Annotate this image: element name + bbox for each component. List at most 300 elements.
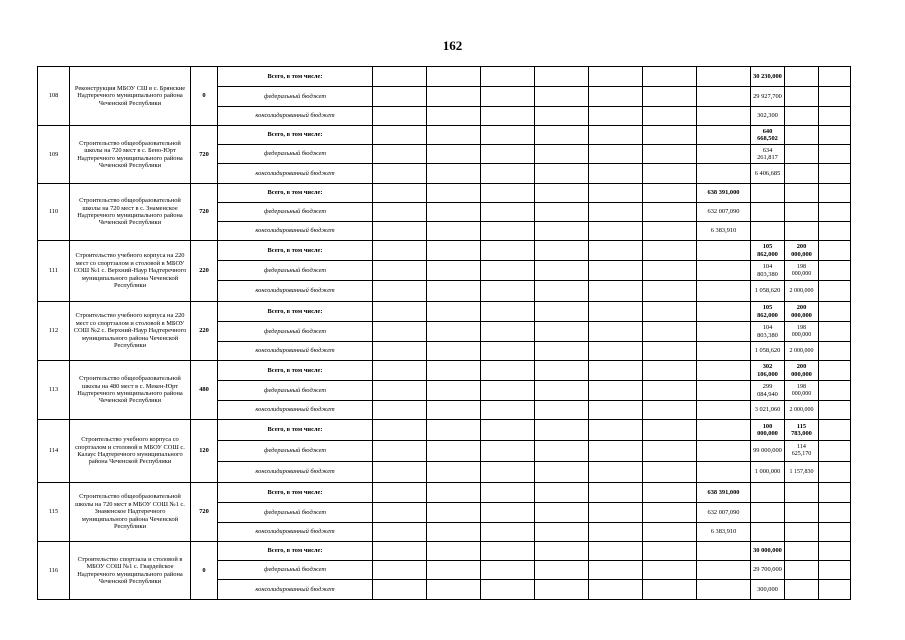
value-cell	[697, 361, 751, 381]
value-cell	[751, 503, 785, 523]
value-cell	[535, 67, 589, 87]
value-cell	[643, 281, 697, 302]
value-cell	[535, 483, 589, 503]
value-cell: 300,000	[751, 580, 785, 600]
value-cell	[697, 67, 751, 87]
value-cell	[481, 261, 535, 281]
funding-source-label: Всего, в том числе:	[218, 542, 373, 561]
value-cell	[373, 126, 427, 145]
value-cell	[751, 523, 785, 542]
value-cell	[785, 67, 819, 87]
value-cell	[697, 441, 751, 462]
value-cell	[785, 184, 819, 203]
value-cell: 2 000,000	[785, 401, 819, 420]
funding-source-label: консолидированный бюджет	[218, 580, 373, 600]
value-cell	[697, 126, 751, 145]
value-cell: 104 803,380	[751, 261, 785, 281]
value-cell	[481, 381, 535, 401]
funding-source-label: федеральный бюджет	[218, 503, 373, 523]
funding-source-label: федеральный бюджет	[218, 87, 373, 107]
value-cell: 632 007,090	[697, 203, 751, 222]
value-cell	[373, 483, 427, 503]
value-cell	[785, 203, 819, 222]
object-name: Строительство спортзала и столовой в МБОУ СОШ №1 с. Гвардейское Надтеречного муниципального района Чеченской Республики	[70, 542, 191, 600]
value-cell	[643, 184, 697, 203]
value-cell	[535, 281, 589, 302]
value-cell: 632 007,090	[697, 503, 751, 523]
value-cell	[785, 523, 819, 542]
value-cell	[785, 87, 819, 107]
table-row	[38, 184, 851, 203]
value-cell	[589, 523, 643, 542]
value-cell	[785, 145, 819, 164]
value-cell	[481, 580, 535, 600]
value-cell	[427, 483, 481, 503]
value-cell	[427, 126, 481, 145]
value-cell	[535, 523, 589, 542]
value-cell	[819, 361, 851, 381]
value-cell	[697, 281, 751, 302]
value-cell: 198 000,000	[785, 261, 819, 281]
value-cell	[589, 164, 643, 184]
value-cell	[427, 107, 481, 126]
value-cell	[535, 164, 589, 184]
value-cell	[819, 184, 851, 203]
funding-source-label: федеральный бюджет	[218, 203, 373, 222]
capacity-cell: 220	[191, 302, 218, 361]
value-cell	[481, 523, 535, 542]
value-cell	[373, 281, 427, 302]
value-cell	[589, 503, 643, 523]
value-cell	[643, 441, 697, 462]
value-cell: 2 000,000	[785, 281, 819, 302]
funding-source-label: Всего, в том числе:	[218, 420, 373, 441]
value-cell: 634 261,817	[751, 145, 785, 164]
value-cell	[535, 441, 589, 462]
capacity-cell: 720	[191, 184, 218, 241]
object-name: Строительство общеобразовательной школы на 480 мест в с. Мекен-Юрт Надтеречного муниципального района Чеченской Республики	[70, 361, 191, 420]
value-cell	[697, 145, 751, 164]
value-cell: 29 700,000	[751, 561, 785, 580]
value-cell	[427, 361, 481, 381]
value-cell	[589, 126, 643, 145]
value-cell	[481, 222, 535, 241]
value-cell: 198 000,000	[785, 381, 819, 401]
value-cell	[535, 503, 589, 523]
value-cell	[643, 401, 697, 420]
value-cell	[373, 462, 427, 483]
value-cell	[785, 503, 819, 523]
row-number: 114	[38, 420, 70, 483]
value-cell	[589, 322, 643, 342]
value-cell: 1 058,620	[751, 281, 785, 302]
value-cell	[785, 107, 819, 126]
value-cell: 30 230,000	[751, 67, 785, 87]
funding-source-label: федеральный бюджет	[218, 261, 373, 281]
value-cell	[427, 87, 481, 107]
value-cell	[535, 561, 589, 580]
value-cell	[427, 561, 481, 580]
value-cell	[535, 222, 589, 241]
value-cell	[643, 342, 697, 361]
value-cell	[535, 184, 589, 203]
value-cell: 302,300	[751, 107, 785, 126]
capacity-cell: 220	[191, 241, 218, 302]
value-cell	[427, 164, 481, 184]
object-name: Реконструкция МБОУ СШ в с. Брянские Надтеречного муниципального района Чеченской Республики	[70, 67, 191, 126]
funding-source-label: консолидированный бюджет	[218, 164, 373, 184]
value-cell	[481, 87, 535, 107]
funding-source-label: Всего, в том числе:	[218, 302, 373, 322]
value-cell	[427, 203, 481, 222]
value-cell: 29 927,700	[751, 87, 785, 107]
value-cell: 6 383,910	[697, 222, 751, 241]
value-cell	[373, 184, 427, 203]
table-row	[38, 542, 851, 561]
value-cell	[819, 420, 851, 441]
value-cell	[535, 107, 589, 126]
table-row	[38, 302, 851, 322]
value-cell: 640 668,502	[751, 126, 785, 145]
value-cell	[481, 184, 535, 203]
value-cell	[785, 126, 819, 145]
value-cell	[643, 87, 697, 107]
value-cell	[373, 401, 427, 420]
object-name: Строительство общеобразовательной школы на 720 мест в с. Бено-Юрт Надтеречного муниципального района Чеченской Республики	[70, 126, 191, 184]
value-cell	[751, 203, 785, 222]
value-cell	[819, 67, 851, 87]
value-cell	[589, 261, 643, 281]
value-cell	[819, 561, 851, 580]
value-cell: 200 000,000	[785, 302, 819, 322]
object-name: Строительство учебного корпуса на 220 мест со спортзалом и столовой в МБОУ СОШ №2 с. Верхний-Наур Надтеречного муниципального района Чеченской Республики	[70, 302, 191, 361]
value-cell	[427, 580, 481, 600]
object-name: Строительство учебного корпуса со спортзалом и столовой в МБОУ СОШ с. Калаус Надтеречного муниципального района Чеченской Республики	[70, 420, 191, 483]
value-cell	[819, 381, 851, 401]
row-number: 108	[38, 67, 70, 126]
value-cell	[481, 302, 535, 322]
value-cell	[697, 580, 751, 600]
value-cell: 104 803,380	[751, 322, 785, 342]
capacity-cell: 720	[191, 126, 218, 184]
value-cell: 200 000,000	[785, 361, 819, 381]
capacity-cell: 0	[191, 542, 218, 600]
value-cell	[589, 67, 643, 87]
value-cell	[481, 441, 535, 462]
value-cell	[819, 342, 851, 361]
value-cell	[535, 381, 589, 401]
funding-source-label: консолидированный бюджет	[218, 281, 373, 302]
value-cell	[751, 483, 785, 503]
value-cell	[535, 420, 589, 441]
value-cell	[697, 401, 751, 420]
value-cell	[427, 503, 481, 523]
value-cell	[819, 261, 851, 281]
funding-source-label: федеральный бюджет	[218, 322, 373, 342]
value-cell	[481, 322, 535, 342]
capacity-cell: 0	[191, 67, 218, 126]
value-cell	[535, 145, 589, 164]
value-cell	[589, 542, 643, 561]
value-cell	[373, 361, 427, 381]
value-cell: 1 157,830	[785, 462, 819, 483]
row-number: 116	[38, 542, 70, 600]
value-cell	[785, 561, 819, 580]
value-cell	[643, 503, 697, 523]
value-cell	[643, 302, 697, 322]
value-cell	[373, 542, 427, 561]
value-cell	[697, 107, 751, 126]
value-cell: 200 000,000	[785, 241, 819, 261]
funding-source-label: Всего, в том числе:	[218, 241, 373, 261]
object-name: Строительство учебного корпуса на 220 мест со спортзалом и столовой в МБОУ СОШ №1 с. Верхний-Наур Надтеречного муниципального района Чеченской Республики	[70, 241, 191, 302]
object-name: Строительство общеобразовательной школы на 720 мест в МБОУ СОШ №1 с. Знаменское Надтеречного муниципального района Чеченской Республики	[70, 483, 191, 542]
value-cell	[819, 87, 851, 107]
value-cell	[643, 381, 697, 401]
value-cell	[643, 523, 697, 542]
funding-source-label: федеральный бюджет	[218, 561, 373, 580]
value-cell	[643, 107, 697, 126]
value-cell	[697, 462, 751, 483]
object-name: Строительство общеобразовательной школы на 720 мест в с. Знаменское Надтеречного муниципального района Чеченской Республики	[70, 184, 191, 241]
value-cell	[535, 342, 589, 361]
value-cell	[481, 241, 535, 261]
funding-source-label: федеральный бюджет	[218, 381, 373, 401]
value-cell	[535, 462, 589, 483]
value-cell	[373, 145, 427, 164]
value-cell	[427, 542, 481, 561]
funding-source-label: Всего, в том числе:	[218, 184, 373, 203]
value-cell	[819, 126, 851, 145]
value-cell	[373, 302, 427, 322]
value-cell	[373, 241, 427, 261]
value-cell	[697, 164, 751, 184]
table-row	[38, 420, 851, 441]
value-cell	[427, 381, 481, 401]
value-cell	[373, 261, 427, 281]
value-cell	[589, 420, 643, 441]
value-cell	[785, 164, 819, 184]
value-cell	[481, 203, 535, 222]
value-cell	[819, 203, 851, 222]
value-cell	[589, 302, 643, 322]
funding-source-label: федеральный бюджет	[218, 441, 373, 462]
row-number: 109	[38, 126, 70, 184]
table-body	[38, 67, 851, 600]
value-cell	[643, 542, 697, 561]
value-cell	[427, 241, 481, 261]
value-cell	[427, 67, 481, 87]
capacity-cell: 120	[191, 420, 218, 483]
value-cell: 105 862,000	[751, 241, 785, 261]
value-cell	[697, 561, 751, 580]
value-cell	[589, 580, 643, 600]
value-cell	[785, 580, 819, 600]
page-number: 162	[442, 38, 463, 53]
value-cell: 638 391,000	[697, 184, 751, 203]
funding-source-label: консолидированный бюджет	[218, 401, 373, 420]
value-cell	[373, 164, 427, 184]
value-cell	[373, 87, 427, 107]
value-cell	[535, 203, 589, 222]
value-cell	[643, 203, 697, 222]
value-cell	[373, 322, 427, 342]
value-cell	[535, 87, 589, 107]
value-cell	[373, 523, 427, 542]
value-cell: 198 000,000	[785, 322, 819, 342]
funding-source-label: Всего, в том числе:	[218, 126, 373, 145]
value-cell	[697, 322, 751, 342]
value-cell	[751, 222, 785, 241]
value-cell	[535, 580, 589, 600]
value-cell	[589, 381, 643, 401]
value-cell	[643, 164, 697, 184]
value-cell	[697, 342, 751, 361]
funding-source-label: Всего, в том числе:	[218, 483, 373, 503]
value-cell	[819, 441, 851, 462]
value-cell	[643, 261, 697, 281]
value-cell	[589, 241, 643, 261]
value-cell	[427, 302, 481, 322]
value-cell: 115 783,000	[785, 420, 819, 441]
value-cell: 30 000,000	[751, 542, 785, 561]
value-cell	[819, 222, 851, 241]
row-number: 110	[38, 184, 70, 241]
value-cell	[785, 222, 819, 241]
value-cell: 638 391,000	[697, 483, 751, 503]
value-cell	[373, 203, 427, 222]
value-cell: 1 058,620	[751, 342, 785, 361]
value-cell	[535, 126, 589, 145]
value-cell	[481, 361, 535, 381]
value-cell	[819, 483, 851, 503]
value-cell	[427, 222, 481, 241]
value-cell	[481, 542, 535, 561]
value-cell	[427, 281, 481, 302]
value-cell	[481, 126, 535, 145]
value-cell	[697, 241, 751, 261]
value-cell	[481, 401, 535, 420]
value-cell	[589, 462, 643, 483]
value-cell	[819, 322, 851, 342]
value-cell	[819, 580, 851, 600]
value-cell	[481, 503, 535, 523]
value-cell	[785, 483, 819, 503]
value-cell	[785, 542, 819, 561]
value-cell: 105 862,000	[751, 302, 785, 322]
value-cell	[819, 542, 851, 561]
value-cell	[589, 203, 643, 222]
table-row	[38, 67, 851, 87]
value-cell	[373, 580, 427, 600]
value-cell	[589, 401, 643, 420]
value-cell	[373, 420, 427, 441]
value-cell	[427, 523, 481, 542]
value-cell	[819, 164, 851, 184]
value-cell	[535, 542, 589, 561]
capacity-cell: 720	[191, 483, 218, 542]
value-cell	[819, 401, 851, 420]
value-cell	[589, 184, 643, 203]
value-cell	[481, 483, 535, 503]
value-cell	[589, 87, 643, 107]
value-cell	[589, 441, 643, 462]
value-cell	[373, 107, 427, 126]
value-cell	[481, 462, 535, 483]
value-cell	[589, 281, 643, 302]
funding-source-label: федеральный бюджет	[218, 145, 373, 164]
funding-source-label: консолидированный бюджет	[218, 222, 373, 241]
value-cell	[427, 145, 481, 164]
value-cell	[643, 145, 697, 164]
value-cell	[535, 322, 589, 342]
value-cell	[643, 67, 697, 87]
value-cell	[697, 302, 751, 322]
row-number: 112	[38, 302, 70, 361]
value-cell	[819, 462, 851, 483]
value-cell	[535, 241, 589, 261]
row-number: 111	[38, 241, 70, 302]
value-cell	[373, 381, 427, 401]
value-cell	[535, 302, 589, 322]
value-cell	[697, 87, 751, 107]
value-cell	[481, 420, 535, 441]
capacity-cell: 480	[191, 361, 218, 420]
value-cell	[481, 164, 535, 184]
value-cell	[643, 420, 697, 441]
value-cell	[427, 401, 481, 420]
value-cell: 1 000,000	[751, 462, 785, 483]
value-cell	[697, 381, 751, 401]
value-cell	[697, 542, 751, 561]
value-cell: 302 106,000	[751, 361, 785, 381]
value-cell	[373, 222, 427, 241]
value-cell	[819, 107, 851, 126]
table-row	[38, 483, 851, 503]
value-cell: 99 000,000	[751, 441, 785, 462]
row-number: 113	[38, 361, 70, 420]
value-cell	[535, 401, 589, 420]
value-cell: 100 000,000	[751, 420, 785, 441]
value-cell	[373, 441, 427, 462]
value-cell	[427, 322, 481, 342]
funding-source-label: консолидированный бюджет	[218, 462, 373, 483]
value-cell	[589, 145, 643, 164]
value-cell	[643, 580, 697, 600]
value-cell	[481, 342, 535, 361]
value-cell	[819, 503, 851, 523]
value-cell	[589, 561, 643, 580]
value-cell	[373, 561, 427, 580]
value-cell	[373, 503, 427, 523]
value-cell	[819, 281, 851, 302]
table-row	[38, 126, 851, 145]
value-cell: 3 021,060	[751, 401, 785, 420]
value-cell	[481, 561, 535, 580]
value-cell: 299 084,940	[751, 381, 785, 401]
table-row	[38, 241, 851, 261]
funding-source-label: Всего, в том числе:	[218, 67, 373, 87]
value-cell	[589, 483, 643, 503]
value-cell	[643, 361, 697, 381]
value-cell	[643, 126, 697, 145]
value-cell	[427, 261, 481, 281]
value-cell: 6 383,910	[697, 523, 751, 542]
value-cell	[819, 241, 851, 261]
value-cell	[427, 441, 481, 462]
row-number: 115	[38, 483, 70, 542]
value-cell	[427, 462, 481, 483]
